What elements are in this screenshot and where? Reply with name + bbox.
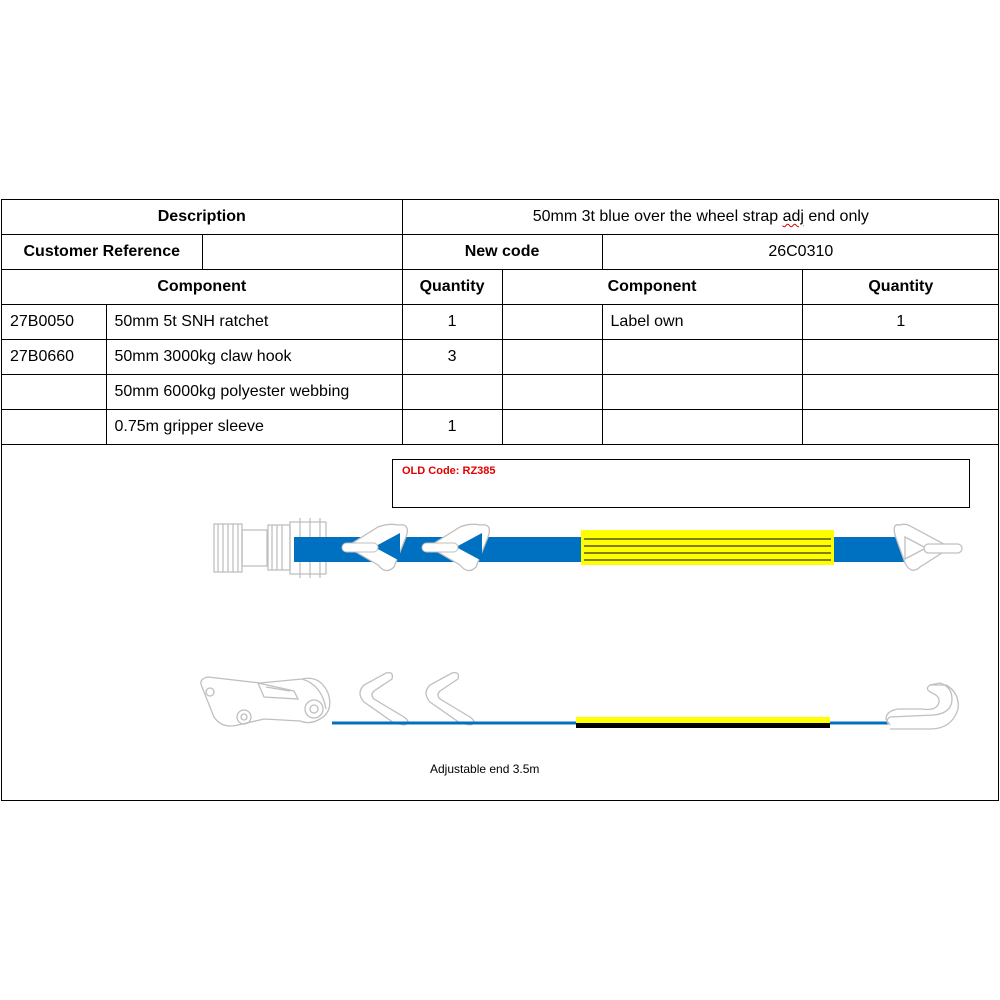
description-value: 50mm 3t blue over the wheel strap adj end only	[402, 200, 999, 235]
new-code-value: 26C0310	[602, 235, 999, 270]
left-component-header: Component	[2, 270, 402, 305]
component-code: 27B0050	[2, 305, 106, 340]
right-component-header: Component	[502, 270, 802, 305]
gripper-sleeve-yellow	[581, 530, 834, 565]
right-component-qty: 1	[802, 305, 999, 340]
component-qty: 3	[402, 340, 502, 375]
reference-row	[2, 235, 999, 270]
description-row	[2, 200, 999, 235]
component-code	[2, 410, 106, 445]
description-label: Description	[2, 200, 402, 235]
claw-hook-icon	[422, 524, 489, 570]
component-code	[2, 375, 106, 410]
component-code: 27B0660	[2, 340, 106, 375]
new-code-label: New code	[402, 235, 602, 270]
right-component-code	[502, 375, 602, 410]
right-component-name	[602, 410, 802, 445]
customer-reference-label: Customer Reference	[2, 235, 202, 270]
table-row	[2, 340, 999, 375]
component-header-row	[2, 270, 999, 305]
component-qty	[402, 375, 502, 410]
customer-reference-value	[202, 235, 402, 270]
ratchet-side-view-icon	[201, 677, 330, 726]
claw-hook-icon	[342, 524, 407, 570]
spec-table	[2, 200, 999, 445]
right-component-qty	[802, 375, 999, 410]
gripper-sleeve-side	[576, 717, 830, 728]
right-component-qty	[802, 340, 999, 375]
right-component-name: Label own	[602, 305, 802, 340]
right-quantity-header: Quantity	[802, 270, 999, 305]
table-row	[2, 410, 999, 445]
table-row	[2, 375, 999, 410]
component-name: 50mm 5t SNH ratchet	[106, 305, 402, 340]
strap-illustration	[2, 447, 999, 801]
right-component-code	[502, 340, 602, 375]
claw-hook-side-icon	[360, 673, 474, 725]
component-name: 0.75m gripper sleeve	[106, 410, 402, 445]
right-component-code	[502, 410, 602, 445]
component-qty: 1	[402, 305, 502, 340]
left-quantity-header: Quantity	[402, 270, 502, 305]
table-row	[2, 305, 999, 340]
component-name: 50mm 6000kg polyester webbing	[106, 375, 402, 410]
right-component-code	[502, 305, 602, 340]
spellcheck-flagged-word: adj	[782, 208, 804, 225]
component-name: 50mm 3000kg claw hook	[106, 340, 402, 375]
end-hook-icon	[894, 524, 962, 570]
old-code-text: OLD Code: RZ385	[402, 465, 496, 477]
right-component-name	[602, 375, 802, 410]
right-component-name	[602, 340, 802, 375]
spec-sheet	[1, 199, 999, 801]
adjustable-end-label: Adjustable end 3.5m	[430, 762, 540, 776]
component-qty: 1	[402, 410, 502, 445]
right-component-qty	[802, 410, 999, 445]
strap-drawing-area	[2, 447, 999, 801]
end-hook-side-icon	[886, 683, 958, 729]
